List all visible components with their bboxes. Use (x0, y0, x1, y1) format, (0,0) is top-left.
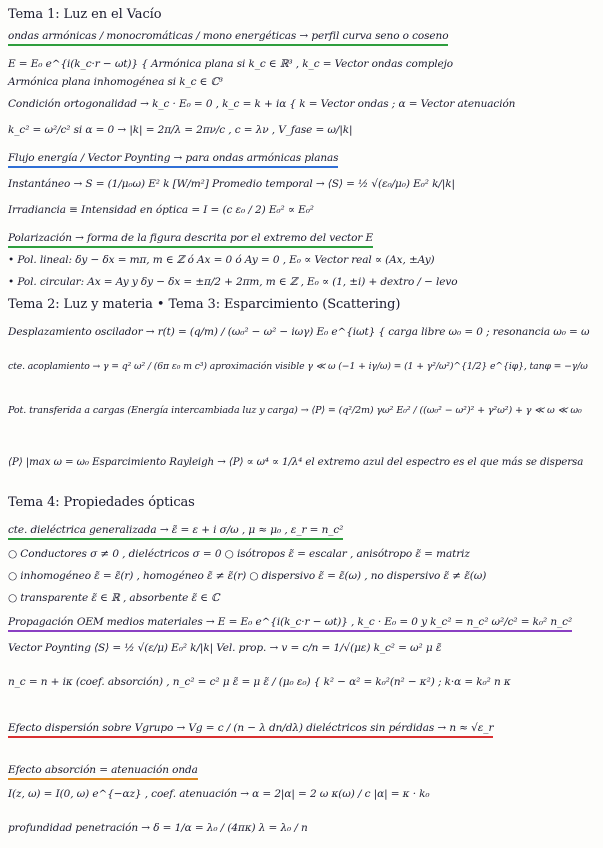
potencia-transferida-eq: Pot. transferida a cargas (Energía intercambiada luz y carga) → ⟨P⟩ = (q²/2m) γω² E₀² / ((ω₀² − ω²)² + γ²ω²) + γ ≪ ω ≪ ω₀ (8, 405, 582, 416)
inhomogeneo-line: ○ inhomogéneo ε̃ = ε̃(r) , homogéneo ε̃ ≠ ε̃(r) ○ dispersivo ε̃ = ε̃(ω) , no dispersivo ε̃ ≠ ε̃(ω) (8, 570, 487, 582)
ortogonalidad-line: Condición ortogonalidad → k_c · E₀ = 0 , k_c = k + iα { k = Vector ondas ; α = Vector atenuación (8, 98, 516, 110)
vgrupo-heading: Efecto dispersión sobre Vgrupo → Vg = c / (n − λ dn/dλ) dieléctricos sin pérdidas → n ≈ √ε_r (8, 722, 493, 738)
propagacion-oem-heading: Propagación OEM medios materiales → E = E₀ e^{i(k_c·r − ωt)} , k_c · E₀ = 0 y k_c² = n_c² ω²/c² = k₀² n_c² (8, 616, 572, 632)
onda-inhomogenea-eq: Armónica plana inhomogénea si k_c ∈ ℂ³ (8, 76, 223, 88)
irradiancia-eq: Irradiancia ≡ Intensidad en óptica = I = (c ε₀ / 2) E₀² ∝ E₀² (8, 204, 314, 216)
conductores-line: ○ Conductores σ ≠ 0 , dieléctricos σ = 0 ○ isótropos ε̃ = escalar , anisótropo ε̃ = matriz (8, 548, 470, 560)
pol-circular-line: • Pol. circular: Ax = Ay y δy − δx = ±π/2 + 2πm, m ∈ ℤ , E₀ ∝ (1, ±i) + dextro / − levo (8, 276, 458, 288)
polarizacion-heading: Polarización → forma de la figura descrita por el extremo del vector E (8, 232, 373, 248)
poynting-material-eq: Vector Poynting ⟨S⟩ = ½ √(ε/μ) E₀² k/|k| Vel. prop. → v = c/n = 1/√(με) k_c² = ω² μ ε̃ (8, 642, 442, 654)
tema-1-heading: Tema 1: Luz en el Vacío (8, 7, 162, 22)
indice-complejo-eq: n_c = n + iκ (coef. absorción) , n_c² = c² μ ε̃ = μ ε̃ / (μ₀ ε₀) { k² − α² = k₀²(n² − κ²) ; k·α = k₀² n κ (8, 676, 511, 688)
cte-acoplamiento-eq: cte. acoplamiento → γ = q² ω² / (6π ε₀ m c³) aproximación visible γ ≪ ω (−1 + iγ/ω) = (1 + γ²/ω²)^{1/2} e^{iφ}, tanφ = −γ/ω (8, 361, 588, 372)
tema-4-heading: Tema 4: Propiedades ópticas (8, 495, 195, 510)
intensidad-atenuacion-eq: I(z, ω) = I(0, ω) e^{−αz} , coef. atenuación → α = 2|α| = 2 ω κ(ω) / c |α| = κ · k₀ (8, 788, 430, 800)
onda-armonica-eq: E = E₀ e^{i(k_c·r − ωt)} { Armónica plana si k_c ∈ ℝ³ , k_c = Vector ondas complejo (8, 58, 453, 70)
desplazamiento-oscilador-eq: Desplazamiento oscilador → r(t) = (q/m) / (ω₀² − ω² − iωγ) E₀ e^{iωt} { carga libre ω₀ = 0 ; resonancia ω₀ = ω (8, 326, 590, 338)
absorcion-heading: Efecto absorción = atenuación onda (8, 764, 198, 780)
poynting-heading: Flujo energía / Vector Poynting → para ondas armónicas planas (8, 152, 338, 168)
transparente-line: ○ transparente ε̃ ∈ ℝ , absorbente ε̃ ∈ ℂ (8, 592, 220, 604)
profundidad-penetracion-eq: profundidad penetración → δ = 1/α = λ₀ / (4πκ) λ = λ₀ / n (8, 822, 308, 834)
ondas-armonicas-line: ondas armónicas / monocromáticas / mono energéticas → perfil curva seno o coseno (8, 30, 448, 46)
rayleigh-line: ⟨P⟩ |max ω = ω₀ Esparcimiento Rayleigh → ⟨P⟩ ∝ ω⁴ ∝ 1/λ⁴ el extremo azul del espectro es el que más se dispersa (8, 456, 584, 468)
relacion-dispersion-line: k_c² = ω²/c² si α = 0 → |k| = 2π/λ = 2πν/c , c = λν , V_fase = ω/|k| (8, 124, 353, 136)
poynting-eq: Instantáneo → S = (1/μ₀ω) E² k [W/m²] Promedio temporal → ⟨S⟩ = ½ √(ε₀/μ₀) E₀² k/|k| (8, 178, 455, 190)
tema-2-3-heading: Tema 2: Luz y materia • Tema 3: Esparcimiento (Scattering) (8, 297, 401, 312)
pol-lineal-line: • Pol. lineal: δy − δx = mπ, m ∈ ℤ ó Ax = 0 ó Ay = 0 , E₀ ∝ Vector real ∝ (Ax, ±Ay) (8, 254, 435, 266)
cte-dielectrica-heading: cte. dieléctrica generalizada → ε̃ = ε + i σ/ω , μ ≈ μ₀ , ε_r = n_c² (8, 524, 343, 540)
